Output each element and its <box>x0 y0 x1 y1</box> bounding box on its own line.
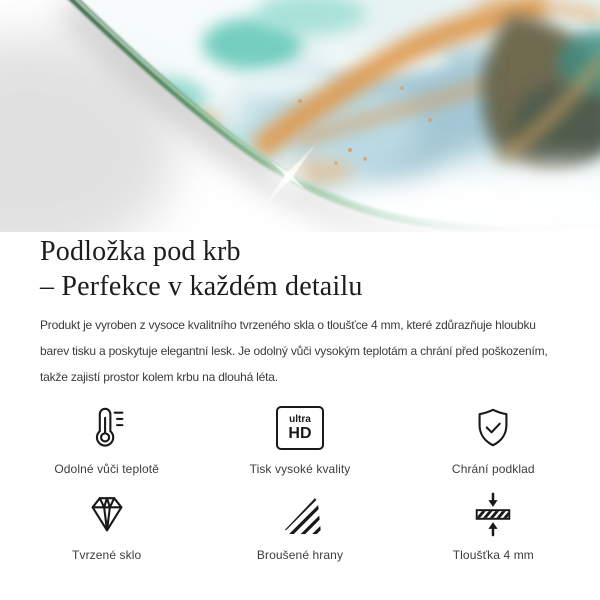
product-image <box>0 0 600 232</box>
title-line-2: – Perfekce v každém detailu <box>40 271 363 302</box>
feature-icon-box <box>276 404 324 452</box>
ultra-hd-icon-text-small: ultra <box>289 413 311 425</box>
feature-label: Odolné vůči teplotě <box>54 462 159 476</box>
feature-label: Chrání podklad <box>451 462 535 476</box>
description-line: takže zajistí prostor kolem krbu na dlouhá léta. <box>40 370 278 384</box>
title-line-1: Podložka pod krb <box>40 236 241 267</box>
feature-label: Tvrzené sklo <box>72 548 142 562</box>
product-description <box>40 312 560 390</box>
beveled-edges-icon <box>277 491 323 537</box>
feature-polished-edges <box>203 490 396 562</box>
ultra-hd-icon <box>276 406 324 450</box>
feature-heat-resistant <box>10 404 203 476</box>
description-line: barev tisku a poskytuje elegantní lesk. Je odolný vůči vysokým teplotám a chrání před poškozením, <box>40 344 548 358</box>
feature-thickness <box>397 490 590 562</box>
feature-protects-surface <box>397 404 590 476</box>
feature-print-quality <box>203 404 396 476</box>
feature-icon-box <box>470 490 516 538</box>
feature-icon-box <box>470 404 516 452</box>
thermometer-icon <box>84 405 130 451</box>
feature-label: Tisk vysoké kvality <box>249 462 351 476</box>
feature-label: Tloušťka 4 mm <box>452 548 534 562</box>
diamond-icon <box>84 491 130 537</box>
description-line: Produkt je vyroben z vysoce kvalitního tvrzeného skla o tloušťce 4 mm, které zdůrazňuje hloubku <box>40 318 536 332</box>
features-grid <box>0 404 600 562</box>
feature-label: Broušené hrany <box>256 548 344 562</box>
page-title <box>40 234 560 304</box>
thickness-icon <box>470 491 516 537</box>
content-block <box>0 234 600 390</box>
feature-tempered-glass <box>10 490 203 562</box>
feature-icon-box <box>84 490 130 538</box>
glass-pad-photo <box>0 0 600 232</box>
feature-icon-box <box>277 490 323 538</box>
shield-check-icon <box>470 405 516 451</box>
feature-icon-box <box>84 404 130 452</box>
ultra-hd-icon-text-large: HD <box>288 424 312 442</box>
